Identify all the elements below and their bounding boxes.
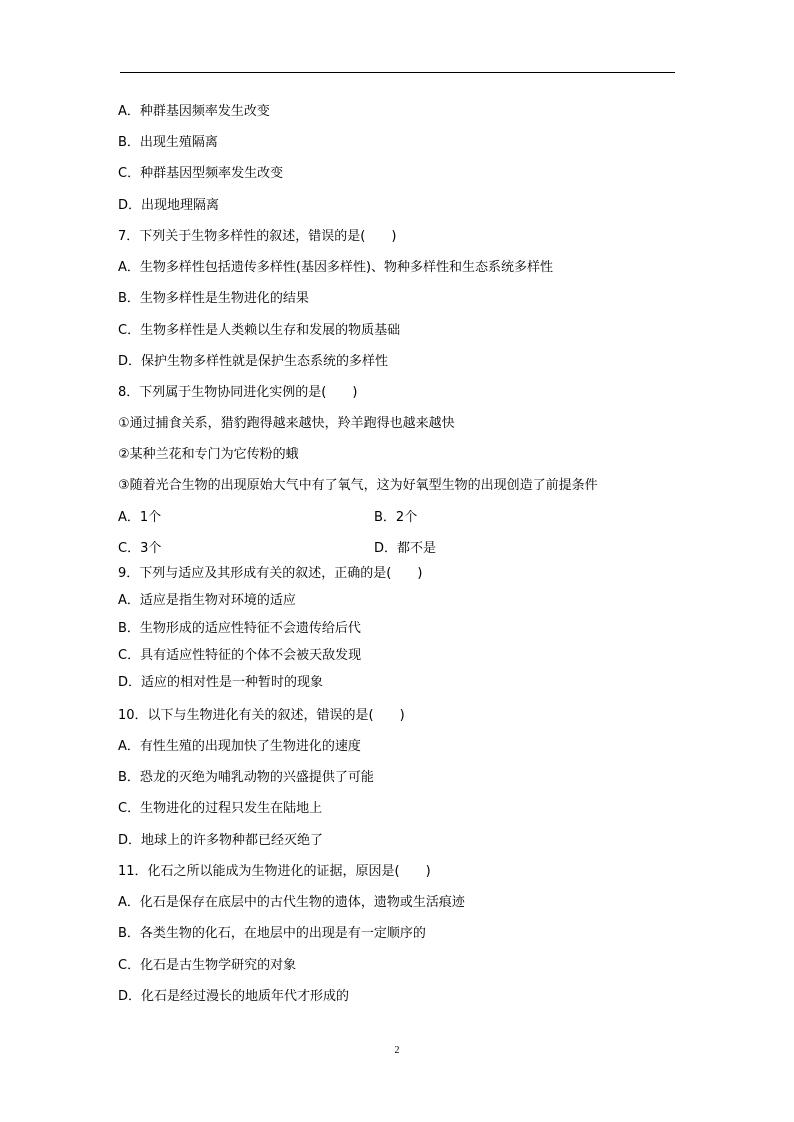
q9-option-d: D．适应的相对性是一种暂时的现象 (118, 675, 324, 690)
q6-option-b: B．出现生殖隔离 (118, 135, 218, 150)
q6-option-a: A．种群基因频率发生改变 (118, 104, 270, 119)
q7-option-b: B．生物多样性是生物进化的结果 (118, 291, 309, 306)
q6-option-c: C．种群基因型频率发生改变 (118, 166, 284, 181)
q8-option-c: C．3个 (118, 541, 162, 556)
q9-option-b: B．生物形成的适应性特征不会遗传给后代 (118, 621, 361, 636)
q8-stem: 8．下列属于生物协同进化实例的是( ) (118, 385, 358, 400)
q8-option-a: A．1个 (118, 510, 162, 525)
q9-option-c: C．具有适应性特征的个体不会被天敌发现 (118, 648, 362, 663)
q8-item-2: ②某种兰花和专门为它传粉的蛾 (118, 447, 299, 462)
page-number: 2 (394, 1045, 400, 1056)
q11-option-a: A．化石是保存在底层中的古代生物的遗体，遗物或生活痕迹 (118, 895, 465, 910)
q11-option-c: C．化石是古生物学研究的对象 (118, 958, 297, 973)
q7-option-a: A．生物多样性包括遗传多样性(基因多样性)、物种多样性和生态系统多样性 (118, 260, 554, 275)
q11-option-d: D．化石是经过漫长的地质年代才形成的 (118, 989, 350, 1004)
q8-option-d: D．都不是 (374, 541, 437, 556)
q11-stem: 11．化石之所以能成为生物进化的证据，原因是( ) (118, 864, 431, 879)
q8-item-3: ③随着光合生物的出现原始大气中有了氧气，这为好氧型生物的出现创造了前提条件 (118, 478, 598, 493)
q6-option-d: D．出现地理隔离 (118, 198, 220, 213)
q7-option-d: D．保护生物多样性就是保护生态系统的多样性 (118, 354, 389, 369)
q7-stem: 7．下列关于生物多样性的叙述，错误的是( ) (118, 229, 397, 244)
q10-option-a: A．有性生殖的出现加快了生物进化的速度 (118, 739, 361, 754)
q10-option-c: C．生物进化的过程只发生在陆地上 (118, 801, 323, 816)
q9-stem: 9．下列与适应及其形成有关的叙述，正确的是( ) (118, 566, 423, 581)
header-rule (120, 72, 675, 73)
q9-option-a: A．适应是指生物对环境的适应 (118, 593, 296, 608)
q7-option-c: C．生物多样性是人类赖以生存和发展的物质基础 (118, 323, 401, 338)
q11-option-b: B．各类生物的化石，在地层中的出现是有一定顺序的 (118, 926, 426, 941)
q10-option-b: B．恐龙的灭绝为哺乳动物的兴盛提供了可能 (118, 770, 374, 785)
q10-stem: 10．以下与生物进化有关的叙述，错误的是( ) (118, 708, 405, 723)
q10-option-d: D．地球上的许多物种都已经灭绝了 (118, 833, 324, 848)
q8-option-b: B．2个 (374, 510, 418, 525)
q8-item-1: ①通过捕食关系，猎豹跑得越来越快，羚羊跑得也越来越快 (118, 416, 455, 431)
